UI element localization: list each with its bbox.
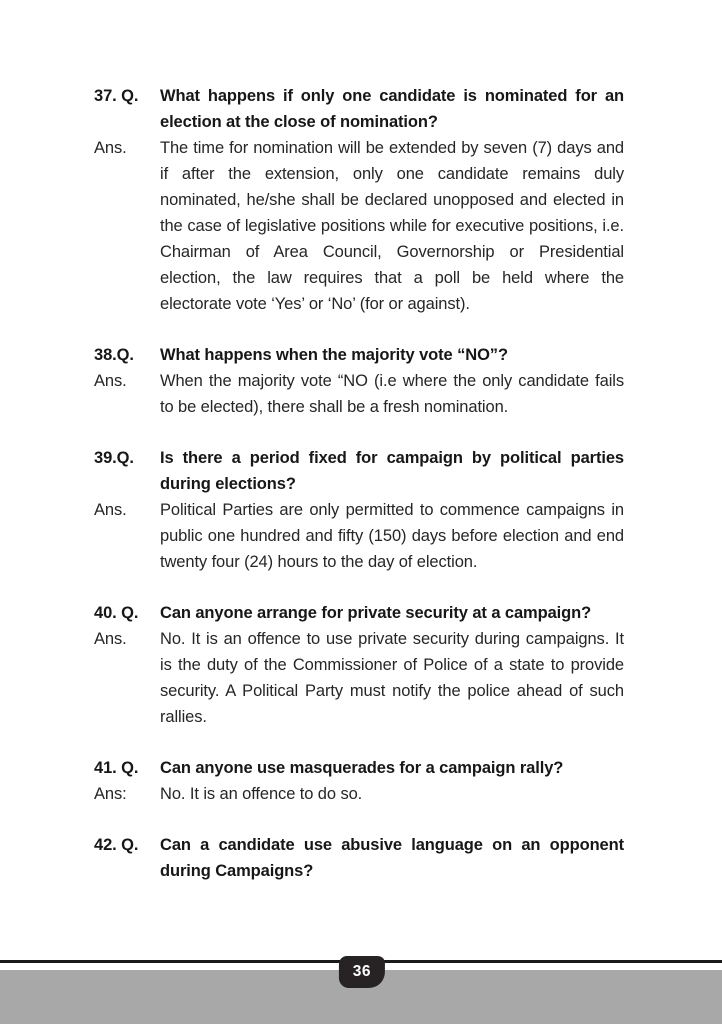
answer-row: [94, 135, 624, 317]
qa-item-39: [94, 445, 624, 575]
answer-text: No. It is an offence to do so.: [160, 785, 363, 803]
answer-row: [94, 368, 624, 420]
question-row: [94, 600, 624, 626]
qa-item-37: [94, 83, 624, 317]
question-text: Can anyone use masquerades for a campaign rally?: [160, 759, 564, 777]
faq-content: [94, 83, 624, 909]
answer-text: When the majority vote “NO (i.e where the only candidate fails to be elected), there shall be a fresh nomination.: [160, 372, 624, 416]
answer-label: Ans.: [94, 501, 127, 519]
answer-text: Political Parties are only permitted to commence campaigns in public one hundred and fifty (150) days before election and end twenty four (24) hours to the day of election.: [160, 501, 624, 571]
page-number: 36: [352, 963, 372, 980]
qa-item-40: [94, 600, 624, 730]
qa-item-41: [94, 755, 624, 807]
question-row: [94, 83, 624, 135]
qa-item-42: [94, 832, 624, 884]
question-number: 42. Q.: [94, 836, 139, 854]
question-number: 39.Q.: [94, 449, 134, 467]
question-number: 40. Q.: [94, 604, 139, 622]
question-row: [94, 832, 624, 884]
answer-text: The time for nomination will be extended by seven (7) days and if after the extension, only one candidate remains duly nominated, he/she shall be declared unopposed and elected in the case of legislative positions while for executive positions, i.e. Chairman of Area Council, Governorship or Presidential election, the law requires that a poll be held where the electorate vote ‘Yes’ or ‘No’ (for or against).: [160, 139, 624, 313]
answer-text: No. It is an offence to use private security during campaigns. It is the duty of the Commissioner of Police of a state to provide security. A Political Party must notify the police ahead of such rallies.: [160, 630, 624, 726]
answer-label: Ans.: [94, 139, 127, 157]
question-row: [94, 755, 624, 781]
answer-label: Ans:: [94, 785, 127, 803]
question-row: [94, 342, 624, 368]
answer-label: Ans.: [94, 372, 127, 390]
page-number-badge: [339, 956, 385, 988]
question-number: 38.Q.: [94, 346, 134, 364]
question-row: [94, 445, 624, 497]
question-text: Can a candidate use abusive language on an opponent during Campaigns?: [160, 836, 624, 880]
question-text: What happens when the majority vote “NO”?: [160, 346, 508, 364]
question-text: What happens if only one candidate is nominated for an election at the close of nomination?: [160, 87, 624, 131]
question-text: Can anyone arrange for private security at a campaign?: [160, 604, 592, 622]
answer-row: [94, 781, 624, 807]
question-number: 41. Q.: [94, 759, 139, 777]
answer-row: [94, 626, 624, 730]
answer-label: Ans.: [94, 630, 127, 648]
answer-row: [94, 497, 624, 575]
question-number: 37. Q.: [94, 87, 139, 105]
question-text: Is there a period fixed for campaign by political parties during elections?: [160, 449, 624, 493]
qa-item-38: [94, 342, 624, 420]
